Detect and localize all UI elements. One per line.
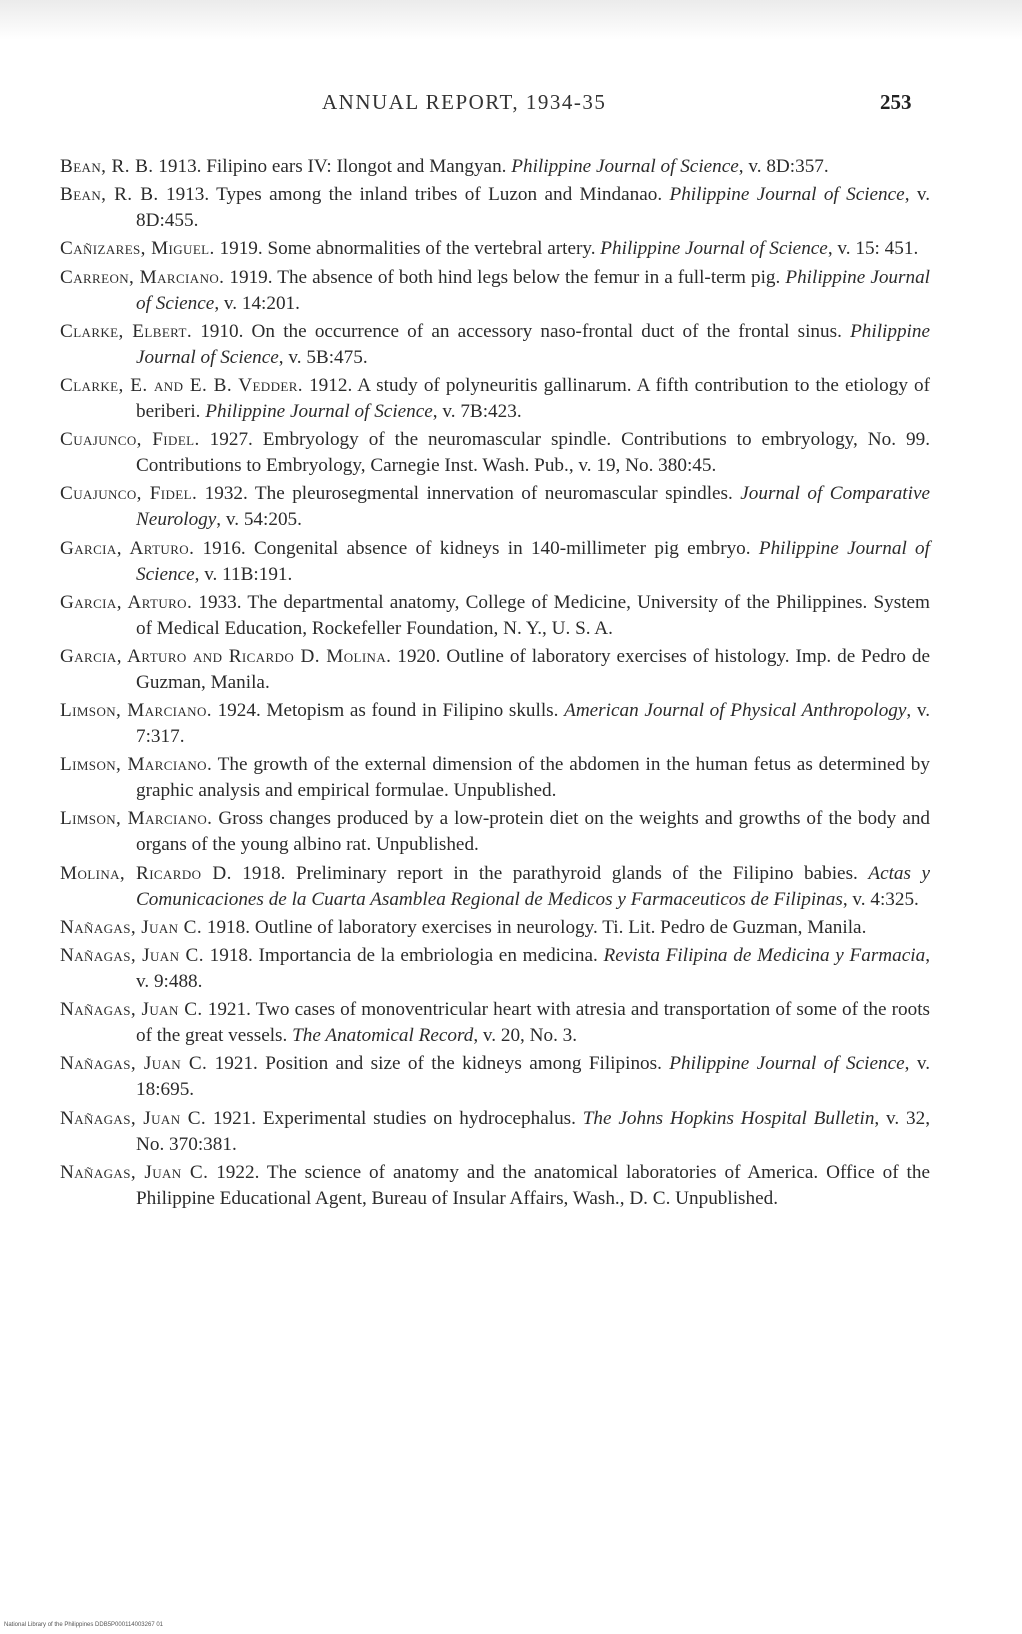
entry-author: Nañagas, Juan C. [60, 1161, 209, 1183]
entry-volume: , v. 7B:423. [432, 400, 522, 422]
bibliography-entry [60, 915, 930, 941]
page-number: 253 [880, 90, 912, 114]
entry-volume: , v. 14:201. [214, 292, 300, 314]
running-title: ANNUAL REPORT, 1934-35 [322, 90, 607, 114]
scan-edge-shading [0, 0, 1022, 40]
bibliography-list [60, 154, 930, 1214]
scan-footer-note: National Library of the Philippines DDB5P000114003267 01 [4, 1622, 163, 1628]
entry-volume: , v. 5B:475. [278, 346, 368, 368]
bibliography-entry [60, 319, 930, 371]
entry-journal: Philippine Journal of Science [205, 400, 433, 422]
entry-text: 1913. Filipino ears IV: Ilongot and Mangyan. [153, 156, 512, 177]
bibliography-entry [60, 427, 930, 479]
entry-author: Bean, R. B. [60, 184, 159, 206]
entry-journal: The Anatomical Record [292, 1025, 474, 1047]
entry-author: Nañagas, Juan C. [60, 999, 203, 1021]
bibliography-entry [60, 536, 930, 588]
entry-text: 1916. Congenital absence of kidneys in 140-millimeter pig embryo. [194, 537, 759, 559]
entry-journal: Actas y Comunicaciones de la Cuarta Asamblea Regional de Medicos y Farmaceuticos de Filipinas [136, 862, 930, 910]
entry-text: 1912. A study of polyneuritis gallinarum. A fifth contribution to the etiology of beriberi. [136, 374, 930, 422]
entry-text: 1918. Importancia de la embriologia en medicina. [203, 945, 604, 966]
entry-author: Limson, Marciano. [60, 808, 213, 830]
entry-volume: , v. 11B:191. [194, 563, 293, 585]
entry-text: 1919. Some abnormalities of the vertebral artery. [214, 238, 601, 260]
entry-author: Nañagas, Juan C. [60, 945, 204, 966]
entry-text: 1920. Outline of laboratory exercises of histology. Imp. de Pedro de Guzman, Manila. [136, 645, 930, 693]
bibliography-entry [60, 1106, 930, 1158]
entry-text: 1921. Position and size of the kidneys among Filipinos. [207, 1053, 670, 1075]
entry-volume: , v. 7:317. [136, 700, 930, 748]
entry-journal: Philippine Journal of Science [136, 537, 930, 585]
entry-journal: Revista Filipina de Medicina y Farmacia [603, 945, 926, 966]
entry-journal: Philippine Journal of Science [669, 1053, 905, 1075]
entry-journal: Philippine Journal of Science [600, 238, 828, 260]
entry-volume: , v. 18:695. [136, 1053, 930, 1101]
entry-author: Garcia, Arturo. [60, 537, 195, 559]
entry-text: 1919. The absence of both hind legs below the femur in a full-term pig. [224, 266, 786, 288]
entry-journal: Philippine Journal of Science [511, 156, 739, 177]
entry-journal: Philippine Journal of Science [136, 266, 931, 314]
entry-author: Limson, Marciano. [60, 700, 212, 722]
running-head [0, 90, 1022, 120]
bibliography-entry [60, 698, 930, 750]
bibliography-entry [60, 154, 930, 180]
entry-volume: , v. 9:488. [136, 945, 930, 992]
bibliography-entry [60, 806, 930, 858]
entry-journal: American Journal of Physical Anthropology [564, 700, 907, 722]
entry-text: 1910. On the occurrence of an accessory naso-frontal duct of the frontal sinus. [192, 320, 851, 342]
entry-volume: , v. 20, No. 3. [473, 1025, 578, 1047]
entry-text: 1933. The departmental anatomy, College of Medicine, University of the Philippines. System of Medical Education, Rockefeller Foundation, N. Y., U. S. A. [136, 591, 930, 639]
entry-text: 1921. Two cases of monoventricular heart with atresia and transportation of some of the roots of the great vessels. [136, 999, 931, 1047]
entry-author: Cuajunco, Fidel. [60, 429, 200, 451]
entry-author: Nañagas, Juan C. [60, 1107, 207, 1129]
entry-journal: Journal of Comparative Neurology [136, 483, 930, 531]
entry-author: Clarke, Elbert. [60, 320, 193, 342]
entry-text: 1921. Experimental studies on hydrocephalus. [206, 1107, 583, 1129]
entry-journal: The Johns Hopkins Hospital Bulletin [582, 1107, 875, 1129]
entry-volume: , v. 8D:455. [136, 184, 930, 232]
entry-author: Nañagas, Juan C. [60, 1053, 208, 1075]
entry-text: The growth of the external dimension of the abdomen in the human fetus as determined by graphic analysis and empirical formulae. Unpublished. [136, 754, 930, 802]
entry-volume: , v. 15: 451. [827, 238, 919, 260]
bibliography-entry [60, 590, 930, 642]
bibliography-entry [60, 182, 930, 234]
entry-text: 1932. The pleurosegmental innervation of neuromascular spindles. [197, 483, 741, 505]
entry-journal: Philippine Journal of Science [669, 184, 905, 206]
entry-author: Molina, Ricardo D. [60, 862, 232, 884]
bibliography-entry [60, 997, 930, 1049]
entry-author: Garcia, Arturo and Ricardo D. Molina. [60, 645, 392, 667]
entry-author: Garcia, Arturo. [60, 591, 193, 613]
entry-volume: , v. 32, No. 370:381. [136, 1107, 930, 1155]
entry-volume: , v. 4:325. [842, 888, 919, 910]
bibliography-entry [60, 373, 930, 425]
bibliography-entry [60, 1160, 930, 1212]
entry-author: Limson, Marciano. [60, 754, 213, 776]
bibliography-entry [60, 1051, 930, 1103]
entry-text: 1927. Embryology of the neuromascular spindle. Contributions to embryology, No. 99. Contributions to Embryology, Carnegie Inst. Wash. Pub., v. 19, No. 380:45. [136, 429, 930, 477]
bibliography-entry [60, 644, 930, 696]
entry-text: 1924. Metopism as found in Filipino skulls. [211, 700, 565, 722]
entry-author: Carreon, Marciano. [60, 266, 225, 288]
bibliography-entry [60, 236, 930, 262]
entry-text: 1918. Outline of laboratory exercises in neurology. Ti. Lit. Pedro de Guzman, Manila. [202, 916, 867, 938]
entry-text: 1922. The science of anatomy and the anatomical laboratories of America. Office of the Philippine Educational Agent, Bureau of Insular Affairs, Wash., D. C. Unpublished. [136, 1161, 930, 1209]
entry-author: Cañizares, Miguel. [60, 238, 215, 260]
entry-author: Bean, R. B. [60, 156, 154, 177]
entry-text: Gross changes produced by a low-protein diet on the weights and growths of the body and organs of the young albino rat. Unpublished. [136, 808, 931, 856]
entry-journal: Philippine Journal of Science [136, 320, 930, 368]
bibliography-entry [60, 861, 930, 913]
entry-volume: , v. 8D:357. [738, 156, 829, 177]
bibliography-entry [60, 265, 930, 317]
bibliography-entry [60, 481, 930, 533]
entry-author: Cuajunco, Fidel. [60, 483, 198, 505]
entry-text: 1918. Preliminary report in the parathyroid glands of the Filipino babies. [231, 862, 869, 884]
entry-text: 1913. Types among the inland tribes of Luzon and Mindanao. [158, 184, 670, 206]
entry-volume: , v. 54:205. [216, 509, 302, 531]
bibliography-entry [60, 943, 930, 995]
bibliography-entry [60, 752, 930, 804]
entry-author: Nañagas, Juan C. [60, 916, 203, 938]
entry-author: Clarke, E. and E. B. Vedder. [60, 374, 303, 396]
